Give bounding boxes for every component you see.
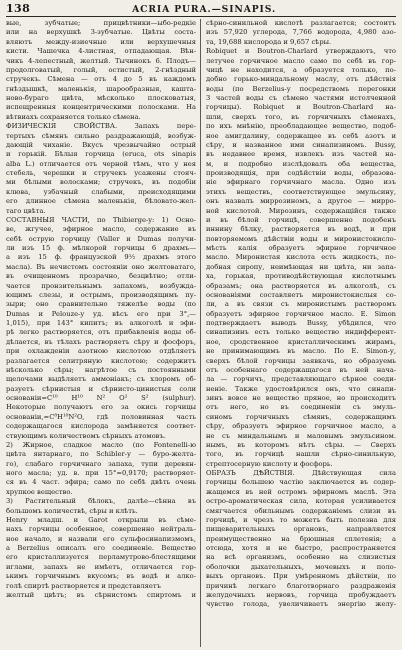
text-line: испещренныя концентрическими полосками. На [6, 103, 196, 112]
text-line: Некоторые получаютъ его за окись горчицы [6, 403, 196, 412]
text-line: смягчается обильнымъ содержаніемъ слизи въ [206, 506, 396, 515]
text-line: рѣ легко растворяется, отъ прибавленія воды об- [6, 328, 196, 337]
text-line: а изъ 15 ф. французской 9½ драхмъ этого [6, 253, 196, 262]
right-column [206, 19, 396, 610]
text-line: остро-ароматическая сила, которая усиливается [206, 497, 396, 506]
text-line: иннину бѣлку, растворяется въ водѣ, и при [206, 225, 396, 234]
text-line: оболочки дыхательныхъ, мочевыхъ и поло- [206, 562, 396, 571]
text-line: образамъ; она растворяется въ алкоголѣ, съ [206, 281, 396, 290]
text-line: ха, горькая, противодѣйствующая кислотнымъ [206, 272, 396, 281]
text-line: продолговатый, голый, остистый, 2-гнѣздный [6, 65, 196, 74]
text-line: разлагается селитряную кислотою; содержитъ [6, 356, 196, 365]
text-line: шли, сверхъ того, въ горчичныхъ сѣменахъ, [206, 112, 396, 121]
text-line: по ихъ мнѣнію, преобладающее вещество, подоб- [206, 122, 396, 131]
text-line: основаніями составляетъ миронистокислыя со- [206, 290, 396, 299]
text-line: цвѣта янтарнаго, по Schibler-у — буро-желта- [6, 450, 196, 459]
text-line: горчицы). Robiquet и Boutron-Charlard на- [206, 103, 396, 112]
text-line: основаніи=C¹⁰ H¹⁰ N² O² S² (sulphur). [6, 394, 196, 402]
text-line: мѣсть калія образуетъ эфирное горчичное [206, 244, 396, 252]
text-line: ной кислотой. Мирозинъ, содержащійся также [206, 206, 396, 215]
text-line: его кристаллизуется перламутрово-блестящими [6, 553, 196, 562]
text-line: вляютъ между-изиечные или верхушечныя [6, 37, 196, 46]
text-line: жащемся въ ней остромъ эфирномъ маслѣ. Эта [206, 487, 396, 496]
text-line: преимущественно на брюшныя сплетенія; а [206, 534, 396, 543]
text-line: иглами, запахъ не имѣетъ, отличается гор- [6, 562, 196, 571]
text-line: 3) Растительный бѣлокъ, далѣе—сѣнна въ [6, 497, 196, 506]
text-line: летучее горчичное масло само по себѣ въ гор- [206, 56, 396, 65]
text-line: чувство голода, увеличиваетъ энергію желу- [206, 600, 396, 609]
text-line: кисти. Чашечка 4-листная, отпадающая. Вѣн- [6, 47, 196, 56]
text-line: таго цвѣта. [6, 206, 46, 215]
text-line: изъ 57,920 углерода, 7,766 водорода, 4,980 азо- [206, 28, 396, 37]
text-line: 1,015), при 143° кипитъ; въ алкоголѣ и эфи- [6, 319, 196, 327]
text-line: стручекъ. Сѣмена — отъ 4 до 5 въ каждомъ [6, 75, 196, 84]
text-line: горчицы большею частію заключается въ содер- [206, 478, 396, 487]
text-line: причинѣ легкаго благотворнаго раздраженія [206, 581, 396, 590]
text-line: желудочныхъ нервовъ, горчица пробуждаетъ [206, 590, 396, 599]
text-line: выхъ органовъ. При умѣренномъ дѣйствіи, по [206, 572, 396, 581]
header-rule [6, 16, 396, 17]
text-line: клюва, узбачный слабыми, преисходящими [6, 187, 196, 196]
text-line: повторяемомъ дѣйствіи воды и миронистокисло- [206, 234, 396, 243]
text-line: ькимъ горчичнымъ вкусомъ; въ водѣ и алко- [6, 572, 196, 581]
running-header [6, 2, 396, 16]
text-line: гнѣздышкѣ, маленькія, шарообразныя, кашта- [6, 84, 196, 93]
text-line: ново-бураго цвѣта, мѣсколько плосковатыя, [6, 94, 196, 102]
text-line: и въ бѣлой горчицѣ, совершенно подобенъ [206, 215, 396, 224]
text-line: зинъ вовсе не вещество пряное, но происходитъ [206, 394, 396, 402]
running-title: ACRIA PURA.—SINAPIS. [132, 4, 277, 15]
text-line: при охлажденіи азотною кислотою отдѣляетъ [6, 347, 196, 356]
text-line: Dumas и Pelouze-y уд. вѣсъ его при 3°,— [6, 309, 196, 318]
text-line: а Berzelius описалъ его соединеніе. Вещество [6, 544, 196, 552]
text-line: отсюда, хотя и не быстро, распространяется [206, 544, 396, 552]
text-line: или на верхушкѣ 3-зубчатые. Цвѣты соста- [6, 28, 196, 37]
text-line: разуетъ сѣрнистыя и сѣрнисто-цинистыя соли [6, 384, 196, 393]
text-line: го), слабаго горчичнаго запаха, тупи деревян- [6, 459, 196, 468]
text-line: въ очищенномъ прозрачно, безцвѣтно; отли- [6, 272, 196, 281]
text-line: нымъ, въ которомъ нѣтъ сѣры. — Сверхъ [206, 440, 396, 449]
text-line: добно горько-миндальному маслу, отъ дѣйствія [206, 75, 396, 84]
text-line: чается пронзительнымъ запахомъ, возбужда- [6, 281, 196, 290]
text-line: добная сиропу, неимѣющая ни цвѣта, ни запа- [206, 262, 396, 271]
text-line: пищеварительныхъ органовъ, направляется [206, 525, 396, 534]
left-column [6, 19, 196, 600]
text-line: производящія, при содѣйствіи воды, образова- [206, 169, 396, 177]
text-line: ве, жгучее, эфирное масло, содержание въ [6, 225, 196, 234]
text-line: синапизинъ есть только вещество индифферент- [206, 328, 396, 337]
text-line: сѣру, образуетъ эфирное горчичное масло, а [206, 422, 396, 431]
text-line: этихъ веществъ, соответствующее эмульсину, [206, 187, 396, 196]
text-line: вѣтвиахъ сохраняется только сѣмена. [6, 112, 141, 121]
text-line: ствующимъ количествомъ сѣрныхъ атомовъ. [6, 431, 166, 440]
text-line: ли, а въ связи съ миронистымъ растворомъ [206, 300, 396, 309]
column-separator [200, 19, 201, 647]
text-line: тертыхъ сѣмянъ сильно раздражающій, возбуж- [6, 131, 196, 140]
text-line: большомъ количествѣ, сѣры и клѣть. [6, 506, 138, 515]
text-line: масла). Въ нечистомъ состояніи оно желтоватаго, [6, 262, 196, 271]
text-line: онъ назвалъ миррозиномъ, а другое — мирро- [206, 197, 396, 206]
text-line: Robiquet и Boutron-Charlard утверждаютъ, что [206, 47, 396, 56]
text-line: содержащагося кислорода замѣняется соответ- [6, 422, 196, 431]
text-line: отъ него, но въ соединеніи съ эмуль- [206, 403, 396, 412]
text-line: та, 19,688 кислорода и 9,657 сѣры. [206, 37, 332, 46]
text-line: его длинное сѣмена маленькія, бѣловато-жел- [6, 197, 196, 206]
text-line: ное начало, и назвали его сульфосинапизмомъ, [6, 534, 196, 543]
page-number: 138 [6, 2, 31, 15]
text-line: образуетъ эфирное горчичное масло. Е. Simon [206, 309, 396, 318]
text-line: ся въ 4 част. эфира; само по себѣ двѣть очень [6, 478, 196, 487]
text-line: 3 частей воды съ сѣмено частями истолченной [206, 94, 396, 102]
text-line: ніе эфирнаго горчичнаго масла. Одно изъ [206, 178, 396, 187]
text-line: ного масла; уд. в. при 15°=0,9170; растворяет- [6, 469, 196, 477]
text-line: подтверждаетъ выводъ Bussy, убѣдился, что [206, 319, 396, 327]
text-line: дѣлается, въ тѣлахъ растворяетъ сѣру и фосфоръ, [6, 337, 196, 346]
text-line: горчицѣ, и чрезъ то можетъ быть полезна для [206, 515, 396, 524]
text-line: не съ миндальнымъ и маловымъ эмульсином. [206, 431, 396, 440]
text-line: въ недавнее время, извлекъ изъ частей на- [206, 150, 396, 159]
text-line: дающій чиханіе. Вкусъ чрезвычайно острый [6, 140, 196, 149]
text-line: зыри; оно сравнительно тяжелѣе воды (по [6, 300, 196, 309]
text-line: того, въ горчицѣ нашли сѣрно-синильную, [206, 450, 396, 459]
text-line: стрептосерную кислоту и фосфорь. [206, 459, 333, 468]
text-line: стебель, черешки и стручекъ усажены стояч- [6, 169, 196, 177]
text-line: ющимъ слезы, и острымъ, производящимъ пу- [6, 290, 196, 299]
text-line: сѣрно-синильной кислотѣ разлагается; состоитъ [206, 19, 396, 27]
text-line: 2) Жирное, сладкое масло (по Fontenelli-ю [6, 440, 196, 449]
text-line: чицѣ не находится, а образуется только, по- [206, 65, 396, 74]
text-line: чикъ 4-лепестный, желтый. Тычинокъ 6. Плодъ— [6, 56, 196, 65]
text-line: ное амигдалину, содержащее въ себѣ азотъ и [206, 131, 396, 140]
text-line: нахъ горчицы особенное, совершенно нейтраль- [6, 525, 196, 534]
text-line: сѣру, и названное ими синапизиномъ. Bussy, [206, 140, 396, 149]
text-line: сверхъ бѣлой горчицы заявкачь, но образуемь [206, 356, 396, 365]
text-line: синомъ горчичныхъ сѣмянъ, содержащимъ [206, 412, 396, 421]
text-line: ла — горчичъ, представляющаго сѣрное соеди- [206, 375, 396, 384]
text-line: и горькій. Бѣлыя горчица (eruca, ots sinapis [6, 150, 196, 159]
text-line: ФИЗИЧЕСКІЯ СВОЙСТВА. Запахъ пере- [6, 122, 196, 131]
text-line: Henry младш. и Garot открыли въ сѣме- [6, 515, 196, 524]
text-line: не принимающимъ въ масло. По Е. Simon-у, [206, 347, 396, 356]
text-line: хрупкое вещество. [6, 487, 73, 496]
text-line: желтый цвѣтъ; въ сѣрнистомъ спиртомъ и [6, 590, 196, 599]
text-line: вые, зубчатые; прицвѣтники—ыбо-редкіе [6, 19, 196, 27]
text-line: ми бѣлыми волосками; стручекъ, въ подобіи [6, 178, 196, 187]
text-line: ли изъ 15 ф. мѣлкорой горчицы 6 драхмъ— [6, 244, 196, 252]
text-line: щелочами выдѣляетъ аммоніакъ; съ хлоромъ об- [6, 375, 196, 384]
text-line: на всѣ организмъ, особенно на слизистыя [206, 553, 396, 562]
text-line: голѣ спиртѣ растворяется и представляетъ [6, 581, 161, 590]
text-line: м, и подробно изслѣдовалъ оба вещества, [206, 159, 396, 168]
text-line: ОБРАЗЪ ДѢЙСТВІЯ. Дѣйствующая сила [206, 469, 396, 477]
text-line: себѣ острую горчицу (Valler и Dumas получи- [6, 234, 196, 243]
text-line: воды (по Berzelius-у посредствомъ перегонки [206, 84, 396, 93]
text-line: ное, сродственное кристаллическимъ жирамъ, [206, 337, 396, 346]
text-line: неніе. Также удостовѣрился онъ, что синапи- [206, 384, 396, 393]
text-line: нѣсколько сѣры; нагрѣтое съ постоянными [6, 365, 196, 374]
text-line: alba L.) отличается отъ черной тѣмъ, что у нея [6, 159, 196, 168]
text-line: отъ особеннаго содержащагося въ ней нача- [206, 365, 396, 374]
text-line: СОСТАВНЫЯ ЧАСТИ, по Thibierge-y: 1) Осно- [6, 215, 196, 224]
text-line: масло. Миронистая кислота есть жидкость, по- [206, 253, 396, 262]
text-line: основаніи,=C⁸H¹⁰N²O, гдѣ половинная часть [6, 412, 196, 421]
